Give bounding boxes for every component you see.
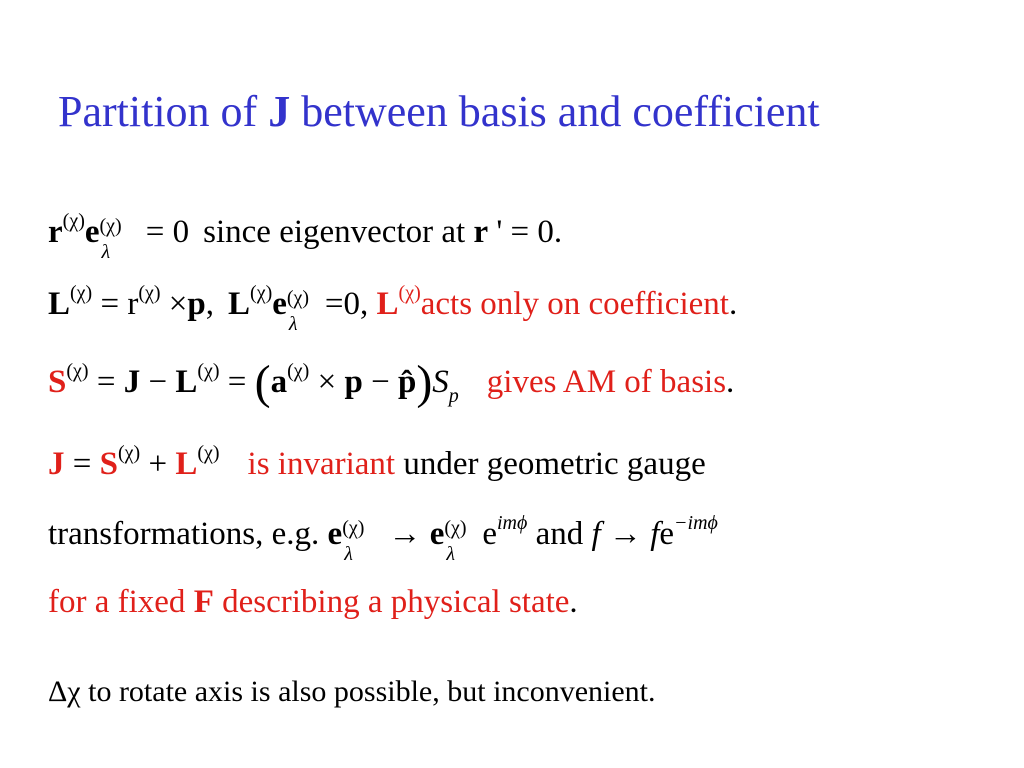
exponent-minus-im-phi: −imϕ — [674, 512, 718, 534]
equation-line-6 — [48, 582, 578, 622]
period: . — [569, 584, 578, 620]
symbol-L: L — [175, 364, 198, 400]
superscript-chi: (χ) — [62, 210, 85, 232]
symbol-f: f — [591, 516, 601, 552]
transformations-text: transformations, e.g. — [48, 516, 328, 552]
superscript-chi: (χ) — [342, 517, 365, 539]
arrow: → — [380, 516, 430, 552]
minus: − — [140, 364, 176, 400]
superscript-chi: (χ) — [197, 442, 220, 464]
title-prefix: Partition of — [58, 87, 269, 136]
symbol-L: L — [228, 286, 251, 322]
footnote-line — [48, 672, 656, 712]
exp-e: e — [659, 516, 675, 552]
symbol-J-red: J — [48, 446, 65, 482]
line-1-text: since eigenvector at — [203, 214, 474, 250]
symbol-p: p — [344, 364, 363, 400]
symbol-p: p — [187, 286, 206, 322]
subscript-p: p — [448, 385, 459, 407]
superscript-chi: (χ) — [398, 282, 421, 304]
chi-lambda-indices — [444, 514, 482, 565]
superscript-chi: (χ) — [287, 360, 310, 382]
and-text: and — [527, 516, 592, 552]
superscript-chi: (χ) — [444, 517, 467, 539]
period: . — [726, 364, 735, 400]
superscript-chi: (χ) — [66, 360, 89, 382]
equation-line-5 — [48, 512, 718, 565]
symbol-S-red: S — [48, 364, 67, 400]
superscript-chi: (χ) — [99, 215, 122, 237]
equation-line-4 — [48, 444, 706, 484]
symbol-r-prime: r — [473, 214, 489, 250]
period: . — [728, 286, 738, 322]
title-bold-J: J — [268, 87, 291, 136]
equation-line-1 — [48, 210, 563, 263]
symbol-e: e — [272, 286, 287, 322]
equation-line-3 — [48, 356, 735, 409]
cross-symbol: × — [160, 286, 188, 322]
right-paren: ) — [416, 356, 433, 409]
subscript-lambda: λ — [101, 241, 111, 263]
exponent-im-phi: imϕ — [497, 512, 528, 534]
equals-zero: = 0 — [137, 214, 190, 250]
chi-lambda-indices — [342, 514, 380, 565]
symbol-S-p: S — [432, 364, 449, 400]
symbol-L-red: L — [175, 446, 198, 482]
subscript-lambda: λ — [446, 543, 456, 565]
symbol-L: L — [48, 286, 71, 322]
equals: = — [64, 446, 100, 482]
equals-r: = r — [92, 286, 139, 322]
symbol-e: e — [429, 516, 445, 552]
title-suffix: between basis and coefficient — [290, 87, 820, 136]
symbol-J: J — [123, 364, 141, 400]
equals: = — [219, 364, 255, 400]
symbol-p-hat: p̂ — [397, 364, 417, 400]
symbol-S-red: S — [99, 446, 118, 482]
arrow: → — [600, 516, 651, 552]
for-a-fixed-text: for a fixed — [48, 584, 194, 620]
superscript-chi: (χ) — [70, 282, 93, 304]
symbol-e: e — [84, 214, 100, 250]
comma: , — [205, 286, 215, 322]
subscript-lambda: λ — [344, 543, 353, 565]
acts-only-on-coefficient-text: acts only on coefficient — [420, 286, 729, 322]
equals: = — [88, 364, 124, 400]
describing-physical-state-text: describing a physical state — [213, 584, 570, 620]
superscript-chi: (χ) — [197, 360, 220, 382]
chi-lambda-indices — [99, 212, 138, 263]
equation-line-2 — [48, 282, 738, 335]
subscript-lambda: λ — [288, 313, 298, 335]
symbol-L-red: L — [376, 286, 399, 322]
rotate-axis-text: Δχ to rotate axis is also possible, but inconvenient. — [48, 675, 656, 708]
equals-zero: =0, — [324, 286, 377, 322]
superscript-chi: (χ) — [117, 442, 141, 464]
cross-symbol: × — [309, 364, 345, 400]
exp-e: e — [482, 516, 497, 552]
chi-lambda-indices — [286, 284, 325, 335]
line-1-tail: ' = 0. — [488, 214, 563, 250]
symbol-e: e — [327, 516, 343, 552]
left-paren: ( — [254, 356, 271, 409]
superscript-chi: (χ) — [286, 287, 310, 309]
is-invariant-text: is invariant — [247, 446, 396, 482]
minus: − — [362, 364, 398, 400]
plus: + — [140, 446, 176, 482]
symbol-r: r — [48, 214, 63, 250]
gives-am-of-basis-text: gives AM of basis — [486, 364, 727, 400]
under-geometric-gauge-text: under geometric gauge — [395, 446, 706, 482]
superscript-chi: (χ) — [138, 282, 161, 304]
superscript-chi: (χ) — [250, 282, 273, 304]
symbol-F-red: F — [193, 584, 214, 620]
symbol-a: a — [270, 364, 288, 400]
symbol-f: f — [650, 516, 660, 552]
slide-title — [58, 86, 998, 137]
